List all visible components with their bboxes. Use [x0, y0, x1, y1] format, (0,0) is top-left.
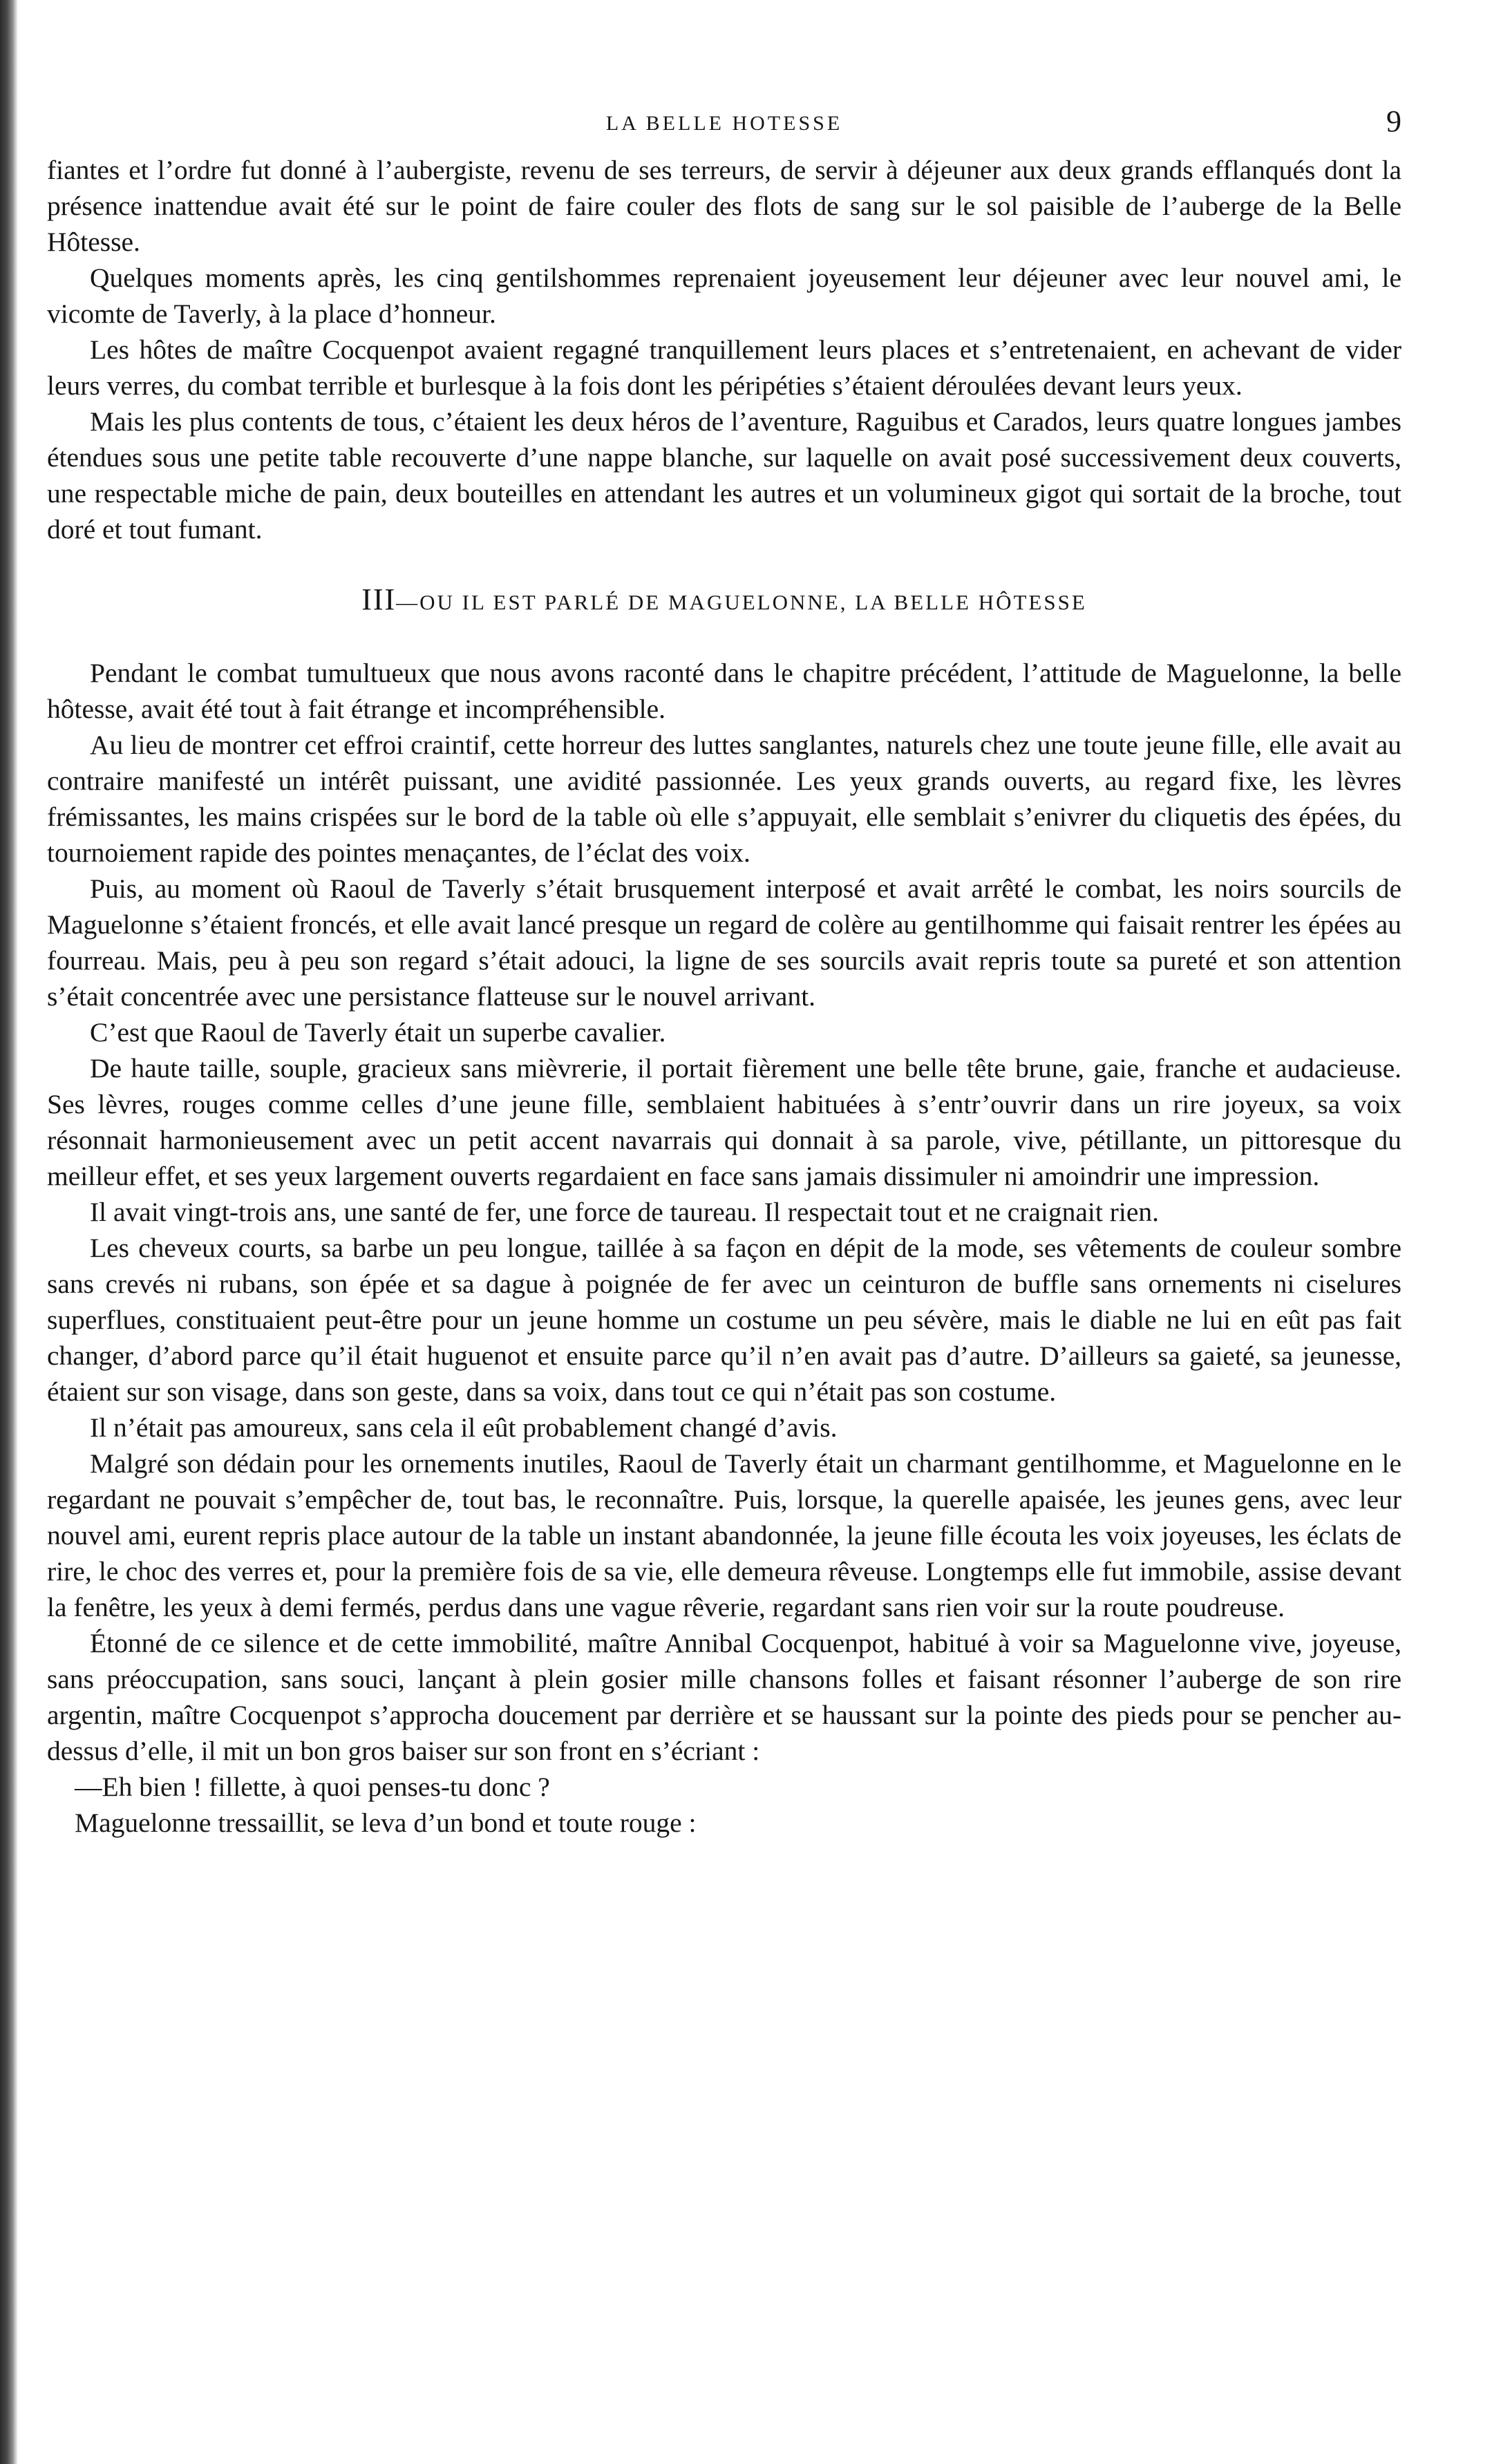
paragraph: Il avait vingt-trois ans, une santé de fer, une force de taureau. Il respectait tout et ne craignait rien. [90, 1197, 1160, 1227]
chapter-number: III [361, 582, 397, 616]
paragraph: Les cheveux courts, sa barbe un peu longue, taillée à sa façon en dépit de la mode, ses vêtements de couleur sombre sans crevés ni rubans, son épée et sa dague à poignée de fer avec un ceinturon de buffle sans ornements ni ciselures superflues, constituaient peut-être pour un jeune homme un costume un peu sévère, mais le diable ne lui en eût pas fait changer, d’abord parce qu’il était huguenot et ensuite parce qu’il n’en avait pas d’autre. D’ailleurs sa gaieté, sa jeunesse, étaient sur son visage, dans son geste, dans sa voix, dans tout ce qui n’était pas son costume. [47, 1233, 1401, 1407]
paragraph: Mais les plus contents de tous, c’étaient les deux héros de l’aventure, Raguibus et Carados, leurs quatre longues jambes étendues sous une petite table recouverte d’une nappe blanche, sur laquelle on avait posé successivement deux couverts, une respectable miche de pain, deux bouteilles en attendant les autres et un volumineux gigot qui sortait de la broche, tout doré et tout fumant. [47, 406, 1401, 544]
paragraph: Étonné de ce silence et de cette immobilité, maître Annibal Cocquenpot, habitué à voir sa Maguelonne vive, joyeuse, sans préoccupation, sans souci, lançant à plein gosier mille chansons folles et faisant résonner l’auberge de son rire argentin, maître Cocquenpot s’approcha doucement par derrière et se haussant sur la pointe des pieds pour se pencher au-dessus d’elle, il mit un bon gros baiser sur son front en s’écriant : [47, 1628, 1401, 1766]
page-number: 9 [1386, 104, 1401, 138]
paragraph: Malgré son dédain pour les ornements inutiles, Raoul de Taverly était un charmant gentilhomme, et Maguelonne en le regardant ne pouvait s’empêcher de, tout bas, le reconnaître. Puis, lorsque, la querelle apaisée, les jeunes gens, avec leur nouvel ami, eurent repris place autour de la table un instant abandonnée, la jeune fille écouta les voix joyeuses, les éclats de rire, le choc des verres et, pour la première fois de sa vie, elle demeura rêveuse. Longtemps elle fut immobile, assise devant la fenêtre, les yeux à demi fermés, perdus dans une vague rêverie, regardant sans rien voir sur la route poudreuse. [47, 1448, 1401, 1622]
paragraph: Quelques moments après, les cinq gentilshommes reprenaient joyeusement leur déjeuner avec leur nouvel ami, le vicomte de Taverly, à la place d’honneur. [47, 263, 1401, 329]
running-head [47, 97, 1401, 152]
paragraph: Pendant le combat tumultueux que nous avons raconté dans le chapitre précédent, l’attitude de Maguelonne, la belle hôtesse, avait été tout à fait étrange et incompréhensible. [47, 658, 1401, 724]
paragraph: Maguelonne tressaillit, se leva d’un bond et toute rouge : [75, 1808, 697, 1838]
paragraph: fiantes et l’ordre fut donné à l’aubergiste, revenu de ses terreurs, de servir à déjeuner aux deux grands efflanqués dont la présence inattendue avait été sur le point de faire couler des flots de sang sur le sol paisible de l’auberge de la Belle Hôtesse. [47, 155, 1401, 257]
paragraph: Au lieu de montrer cet effroi craintif, cette horreur des luttes sanglantes, naturels chez une toute jeune fille, elle avait au contraire manifesté un intérêt puissant, une avidité passionnée. Les yeux grands ouverts, au regard fixe, les lèvres frémissantes, les mains crispées sur le bord de la table où elle s’appuyait, elle semblait s’enivrer du cliquetis des épées, du tournoiement rapide des pointes menaçantes, de l’éclat des voix. [47, 730, 1401, 868]
body-text [47, 152, 1401, 1841]
binding-edge [0, 0, 18, 2464]
running-title: LA BELLE HOTESSE [605, 112, 843, 135]
paragraph: Puis, au moment où Raoul de Taverly s’était brusquement interposé et avait arrêté le combat, les noirs sourcils de Maguelonne s’étaient froncés, et elle avait lancé presque un regard de colère au gentilhomme qui faisait rentrer les épées au fourreau. Mais, peu à peu son regard s’était adouci, la ligne de ses sourcils avait repris toute sa pureté et son attention s’était concentrée avec une persistance flatteuse sur le nouvel arrivant. [47, 873, 1401, 1012]
book-page [47, 97, 1401, 1841]
paragraph: Les hôtes de maître Cocquenpot avaient regagné tranquillement leurs places et s’entretenaient, en achevant de vider leurs verres, du combat terrible et burlesque à la fois dont les péripéties s’étaient déroulées devant leurs yeux. [47, 334, 1401, 401]
paragraph: C’est que Raoul de Taverly était un superbe cavalier. [90, 1017, 666, 1048]
chapter-heading [47, 582, 1401, 620]
dialogue-line: —Eh bien ! fillette, à quoi penses-tu donc ? [75, 1772, 550, 1802]
paragraph: Il n’était pas amoureux, sans cela il eût probablement changé d’avis. [90, 1412, 838, 1443]
paragraph: De haute taille, souple, gracieux sans mièvrerie, il portait fièrement une belle tête brune, gaie, franche et audacieuse. Ses lèvres, rouges comme celles d’une jeune fille, semblaient habituées à s’entr’ouvrir dans un rire joyeux, sa voix résonnait harmonieusement avec un petit accent navarrais qui donnait à sa parole, vive, pétillante, un pittoresque du meilleur effet, et ses yeux largement ouverts regardaient en face sans jamais dissimuler ni amoindrir une impression. [47, 1053, 1401, 1191]
chapter-title: —OU IL EST PARLÉ DE MAGUELONNE, LA BELLE HÔTESSE [396, 590, 1087, 614]
